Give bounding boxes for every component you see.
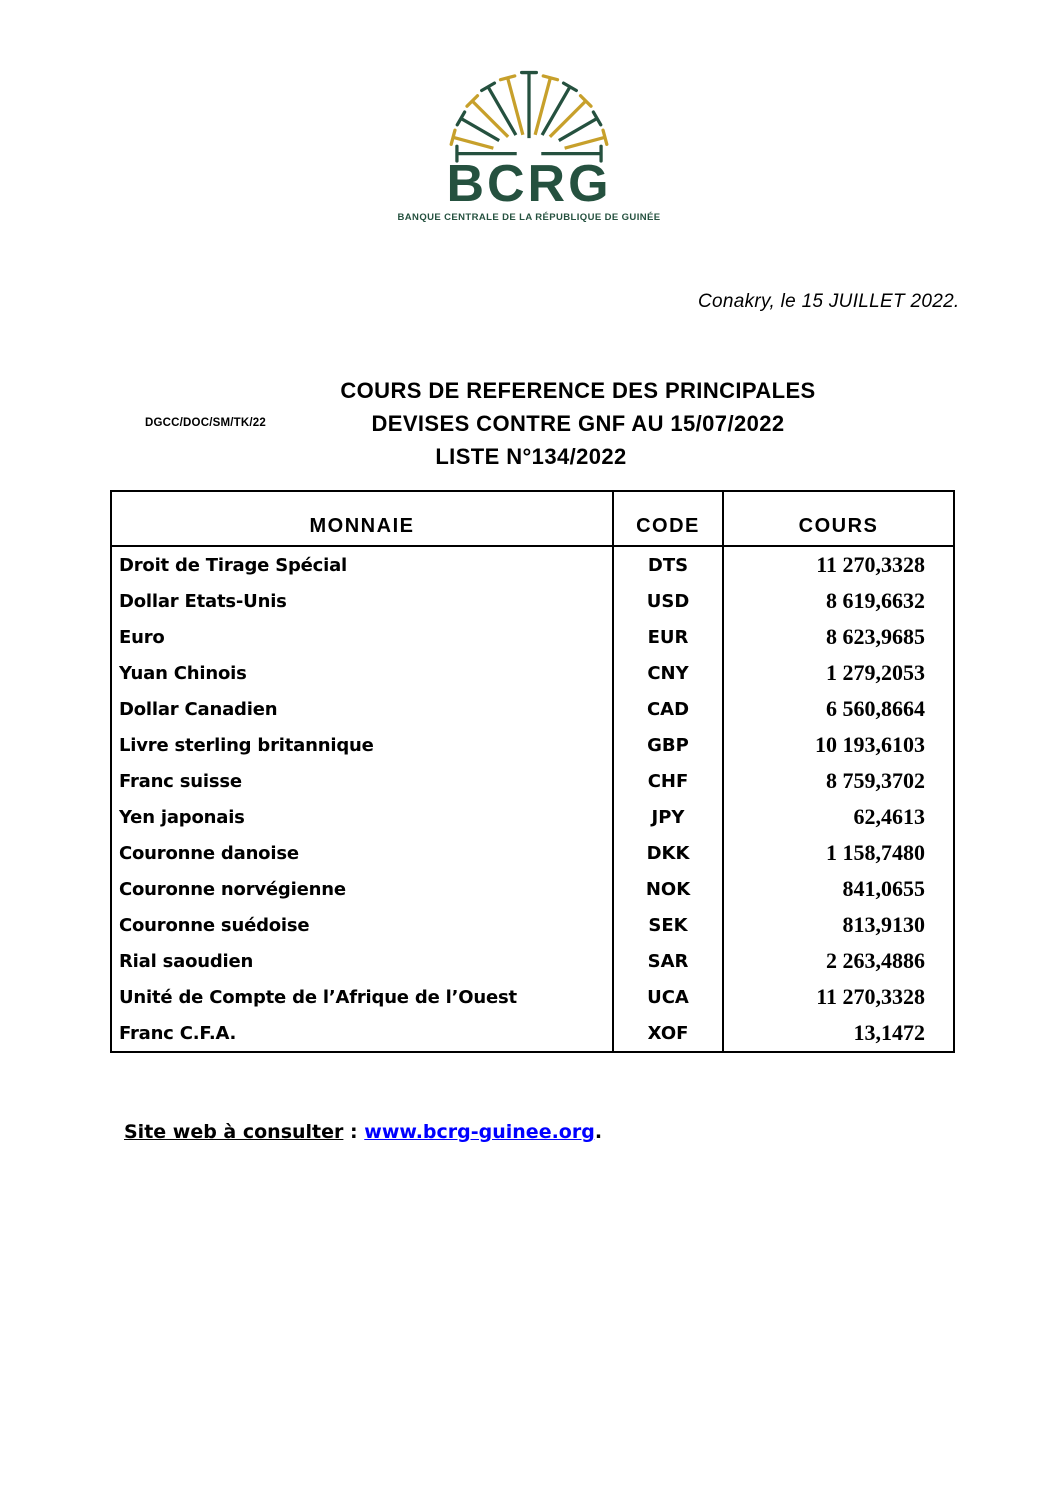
cell-code: GBP <box>613 727 723 763</box>
cell-cours: 11 270,3328 <box>723 546 954 583</box>
cell-cours: 6 560,8664 <box>723 691 954 727</box>
cell-monnaie: Droit de Tirage Spécial <box>111 546 613 583</box>
document-title <box>178 374 978 473</box>
rates-table <box>110 490 955 1053</box>
title-line-1: COURS DE REFERENCE DES PRINCIPALES <box>340 378 816 403</box>
reference-code: DGCC/DOC/SM/TK/22 <box>145 417 266 429</box>
table-row <box>111 546 954 583</box>
cell-cours: 10 193,6103 <box>723 727 954 763</box>
cell-monnaie: Yuan Chinois <box>111 655 613 691</box>
logo-tagline: BANQUE CENTRALE DE LA RÉPUBLIQUE DE GUINÉE <box>397 211 661 223</box>
cell-monnaie: Livre sterling britannique <box>111 727 613 763</box>
cell-monnaie: Euro <box>111 619 613 655</box>
cell-code: CAD <box>613 691 723 727</box>
footer-note <box>124 1121 602 1143</box>
cell-monnaie: Dollar Etats-Unis <box>111 583 613 619</box>
table-header-row <box>111 491 954 546</box>
table-row <box>111 907 954 943</box>
cell-cours: 1 158,7480 <box>723 835 954 871</box>
cell-cours: 8 759,3702 <box>723 763 954 799</box>
title-line-2: DEVISES CONTRE GNF AU 15/07/2022 <box>371 411 785 436</box>
cell-cours: 62,4613 <box>723 799 954 835</box>
cell-monnaie: Unité de Compte de l’Afrique de l’Ouest <box>111 979 613 1015</box>
header-cours: COURS <box>723 491 954 546</box>
website-link[interactable]: www.bcrg-guinee.org <box>364 1121 595 1143</box>
footer-period: . <box>594 1121 603 1143</box>
cell-code: DTS <box>613 546 723 583</box>
cell-monnaie: Couronne suédoise <box>111 907 613 943</box>
cell-monnaie: Yen japonais <box>111 799 613 835</box>
logo-acronym: BCRG <box>446 154 612 213</box>
table-row <box>111 619 954 655</box>
table-row <box>111 655 954 691</box>
table-row <box>111 799 954 835</box>
cell-cours: 841,0655 <box>723 871 954 907</box>
cell-monnaie: Rial saoudien <box>111 943 613 979</box>
table-row <box>111 943 954 979</box>
table-row <box>111 727 954 763</box>
cell-code: USD <box>613 583 723 619</box>
rates-table-body <box>111 546 954 1052</box>
cell-cours: 11 270,3328 <box>723 979 954 1015</box>
cell-cours: 8 619,6632 <box>723 583 954 619</box>
header-code: CODE <box>613 491 723 546</box>
cell-code: SEK <box>613 907 723 943</box>
table-row <box>111 1015 954 1052</box>
cell-code: SAR <box>613 943 723 979</box>
table-row <box>111 871 954 907</box>
cell-monnaie: Franc C.F.A. <box>111 1015 613 1052</box>
cell-cours: 1 279,2053 <box>723 655 954 691</box>
cell-code: CNY <box>613 655 723 691</box>
table-row <box>111 763 954 799</box>
cell-code: NOK <box>613 871 723 907</box>
cell-code: UCA <box>613 979 723 1015</box>
logo-sunburst-icon <box>443 66 615 163</box>
cell-code: XOF <box>613 1015 723 1052</box>
bcrg-logo <box>319 66 739 223</box>
header-monnaie: MONNAIE <box>111 491 613 546</box>
footer-colon: : <box>350 1121 358 1143</box>
cell-monnaie: Couronne norvégienne <box>111 871 613 907</box>
table-row <box>111 979 954 1015</box>
cell-cours: 2 263,4886 <box>723 943 954 979</box>
table-row <box>111 835 954 871</box>
title-line-3: LISTE N°134/2022 <box>435 444 627 469</box>
cell-cours: 8 623,9685 <box>723 619 954 655</box>
table-row <box>111 583 954 619</box>
table-row <box>111 691 954 727</box>
date-line: Conakry, le 15 JUILLET 2022. <box>698 291 960 312</box>
cell-monnaie: Couronne danoise <box>111 835 613 871</box>
cell-code: DKK <box>613 835 723 871</box>
cell-cours: 813,9130 <box>723 907 954 943</box>
cell-cours: 13,1472 <box>723 1015 954 1052</box>
cell-code: CHF <box>613 763 723 799</box>
cell-code: EUR <box>613 619 723 655</box>
cell-monnaie: Dollar Canadien <box>111 691 613 727</box>
site-web-label: Site web à consulter <box>124 1121 344 1143</box>
cell-monnaie: Franc suisse <box>111 763 613 799</box>
cell-code: JPY <box>613 799 723 835</box>
